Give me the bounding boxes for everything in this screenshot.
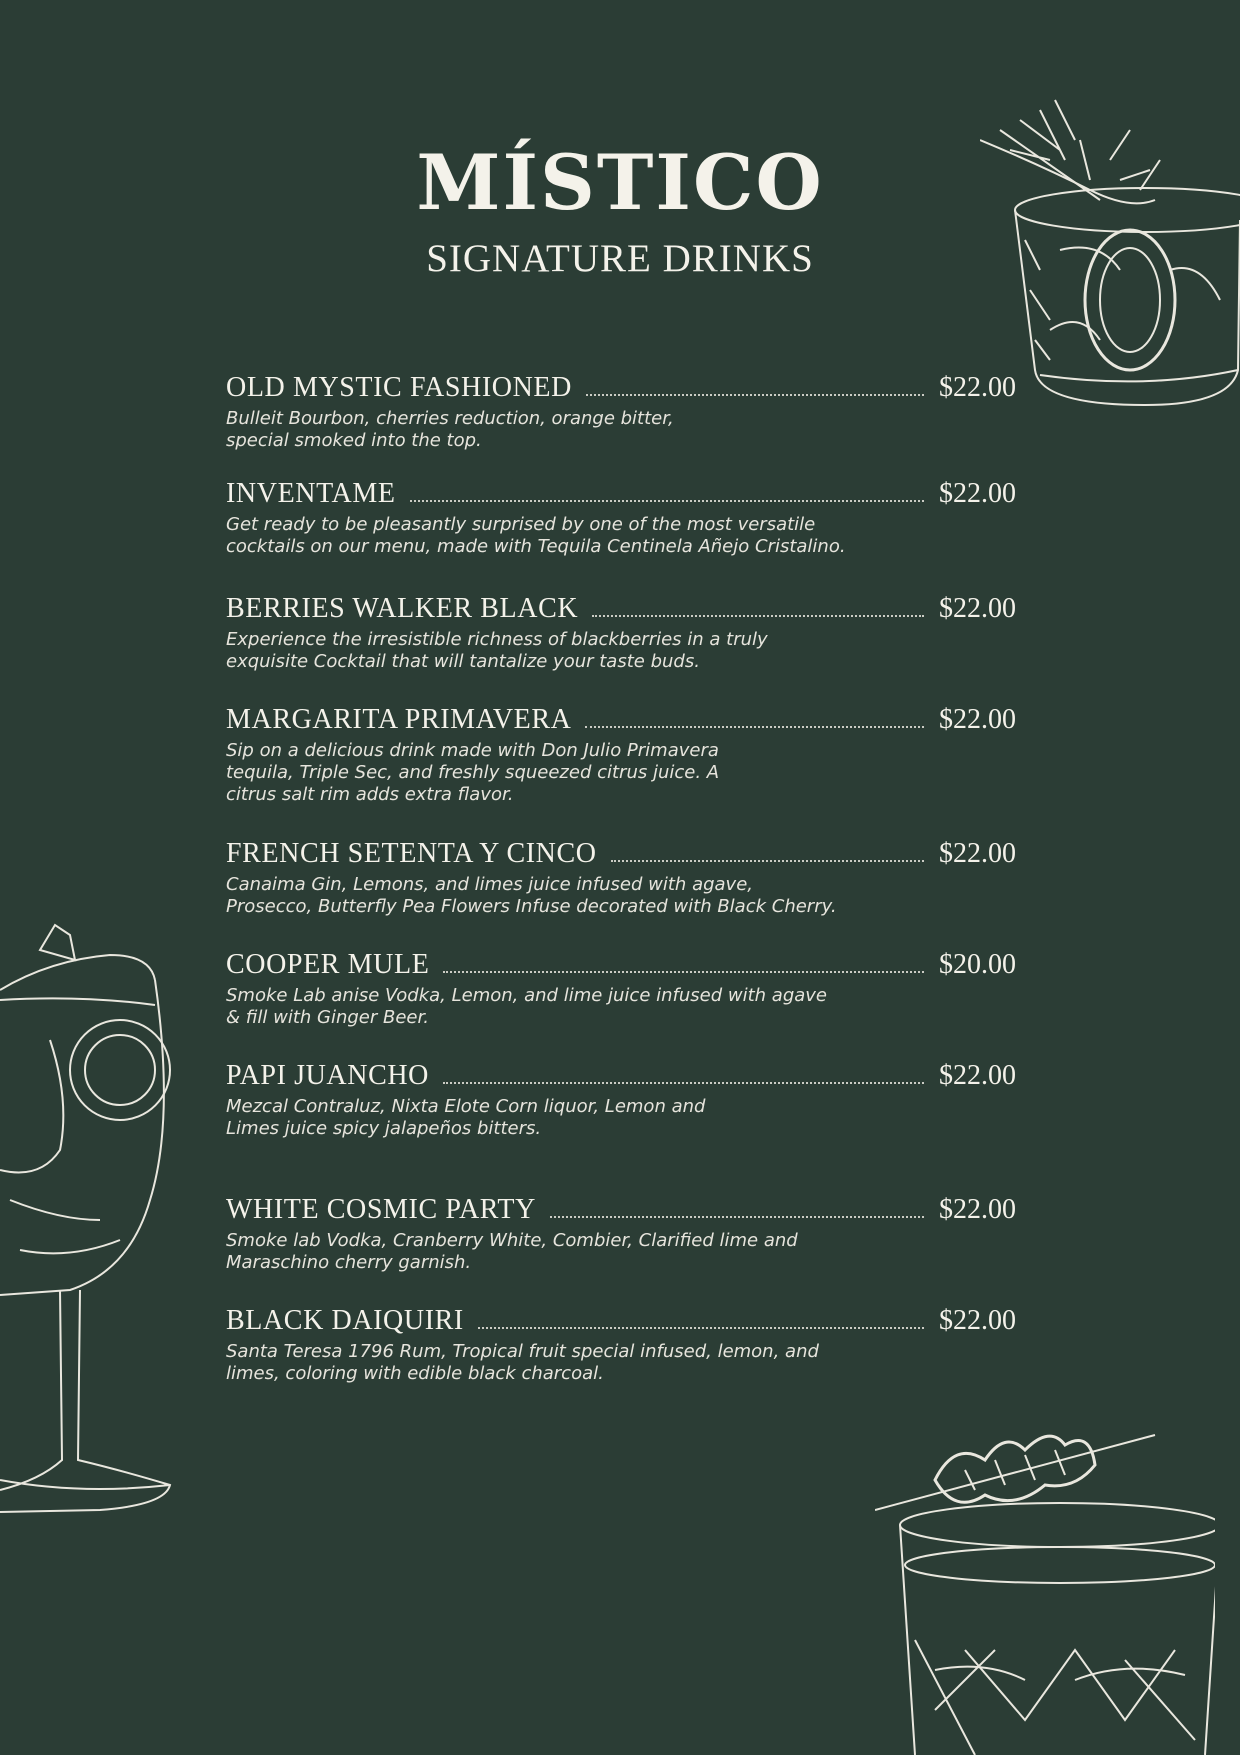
item-name: MARGARITA PRIMAVERA xyxy=(226,704,572,735)
menu-item xyxy=(226,1050,1016,1140)
item-name: COOPER MULE xyxy=(226,949,430,980)
item-price: $22.00 xyxy=(939,1305,1016,1336)
dot-leader xyxy=(410,500,924,502)
item-name: FRENCH SETENTA Y CINCO xyxy=(226,838,597,869)
item-name: OLD MYSTIC FASHIONED xyxy=(226,372,572,403)
dot-leader xyxy=(550,1216,924,1218)
item-description: Smoke lab Vodka, Cranberry White, Combier, Clarified lime and Maraschino cherry garnish. xyxy=(226,1230,798,1273)
dot-leader xyxy=(611,860,924,862)
menu-item xyxy=(226,362,1016,452)
item-price: $22.00 xyxy=(939,593,1016,624)
wine-glass-citrus-icon xyxy=(0,920,180,1540)
item-description: Experience the irresistible richness of blackberries in a truly exquisite Cocktail that will tantalize your taste buds. xyxy=(226,629,768,672)
menu-item xyxy=(226,1295,1016,1385)
dot-leader xyxy=(592,615,924,617)
item-price: $22.00 xyxy=(939,1060,1016,1091)
menu-subtitle: SIGNATURE DRINKS xyxy=(426,237,814,280)
menu-item xyxy=(226,828,1016,918)
menu-item xyxy=(226,583,1016,673)
item-description: Canaima Gin, Lemons, and limes juice infused with agave, Prosecco, Butterfly Pea Flowers Infuse decorated with Black Cherry. xyxy=(226,874,837,917)
menu-item xyxy=(226,939,1016,1029)
item-description: Sip on a delicious drink made with Don Julio Primavera tequila, Triple Sec, and freshly squeezed citrus juice. A citrus salt rim adds extra flavor. xyxy=(226,740,720,805)
tumbler-garnish-icon xyxy=(875,1420,1215,1755)
item-description: Bulleit Bourbon, cherries reduction, orange bitter, special smoked into the top. xyxy=(226,408,674,451)
brand-title: MÍSTICO xyxy=(416,138,824,227)
menu-item xyxy=(226,1184,1016,1274)
item-name: BERRIES WALKER BLACK xyxy=(226,593,579,624)
item-price: $22.00 xyxy=(939,372,1016,403)
item-price: $22.00 xyxy=(939,478,1016,509)
menu-item xyxy=(226,694,1016,806)
dot-leader xyxy=(478,1327,924,1329)
item-name: PAPI JUANCHO xyxy=(226,1060,429,1091)
item-description: Smoke Lab anise Vodka, Lemon, and lime juice infused with agave & fill with Ginger Beer. xyxy=(226,985,828,1028)
dot-leader xyxy=(443,971,924,973)
dot-leader xyxy=(585,726,924,728)
item-name: BLACK DAIQUIRI xyxy=(226,1305,464,1336)
item-price: $22.00 xyxy=(939,838,1016,869)
item-price: $22.00 xyxy=(939,704,1016,735)
menu-item xyxy=(226,468,1016,558)
item-description: Get ready to be pleasantly surprised by one of the most versatile cocktails on our menu, made with Tequila Centinela Añejo Cristalino. xyxy=(226,514,846,557)
dot-leader xyxy=(443,1082,924,1084)
item-description: Santa Teresa 1796 Rum, Tropical fruit special infused, lemon, and limes, coloring with edible black charcoal. xyxy=(226,1341,819,1384)
item-name: WHITE COSMIC PARTY xyxy=(226,1194,536,1225)
dot-leader xyxy=(586,394,924,396)
item-price: $20.00 xyxy=(939,949,1016,980)
item-name: INVENTAME xyxy=(226,478,396,509)
item-price: $22.00 xyxy=(939,1194,1016,1225)
item-description: Mezcal Contraluz, Nixta Elote Corn liquor, Lemon and Limes juice spicy jalapeños bitters. xyxy=(226,1096,706,1139)
